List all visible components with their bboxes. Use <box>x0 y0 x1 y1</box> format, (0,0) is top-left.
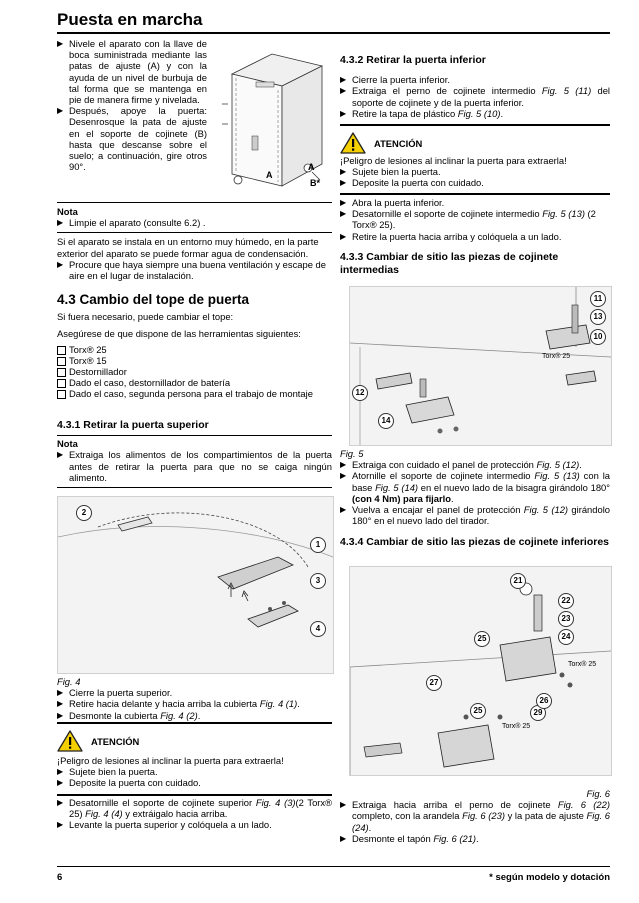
section-43-heading: 4.3 Cambio del tope de puerta <box>57 292 250 307</box>
b432-3: ▶ Retire la tapa de plástico Fig. 5 (10). <box>340 108 610 119</box>
figure-6 <box>349 566 612 776</box>
nota1-label: Nota <box>57 206 78 217</box>
label-a-left: A <box>266 170 273 180</box>
after-fig4-bullet-1: ▶ Cierre la puerta superior. <box>57 687 332 698</box>
attention-label: ATENCIÓN <box>91 736 140 747</box>
nota2-rule-bottom <box>57 487 332 488</box>
section-43-block <box>57 294 332 400</box>
attention-rule-bottom <box>57 794 332 796</box>
fig6-caption: Fig. 6 <box>586 788 610 799</box>
attention-header <box>340 132 610 154</box>
header-rule <box>57 32 610 34</box>
fig4-callout-1: 1 <box>310 537 326 553</box>
attention-bullet-1: ▶ Sujete bien la puerta. <box>340 166 610 177</box>
figure-leveling <box>212 44 330 196</box>
fig4-caption: Fig. 4 <box>57 676 81 687</box>
tool-item: Destornillador <box>57 366 332 377</box>
attention-right <box>340 124 610 195</box>
fig5-callout-12: 12 <box>352 385 368 401</box>
fig5-callout-14: 14 <box>378 413 394 429</box>
section-432-heading: 4.3.2 Retirar la puerta inferior <box>340 54 486 66</box>
checkbox-icon <box>57 346 66 355</box>
checkbox-icon <box>57 368 66 377</box>
final-left-block <box>57 797 332 831</box>
attention-label: ATENCIÓN <box>374 138 423 149</box>
p-tools: Asegúrese de que dispone de las herramientas siguientes: <box>57 328 301 340</box>
section-431-heading: 4.3.1 Retirar la puerta superior <box>57 419 209 431</box>
attention-rule-bottom <box>340 193 610 195</box>
nota1-bullet: ▶ Limpie el aparato (consulte 6.2) . <box>57 217 332 228</box>
fig6-callout-29: 29 <box>530 705 546 721</box>
humid-bullet: ▶ Procure que haya siempre una buena ventilación y escape de aire en el lugar de instalación. <box>57 259 332 281</box>
nota1-rule <box>57 202 332 203</box>
nota1-rule-bottom <box>57 232 332 233</box>
fig6-callout-25-lower: 25 <box>470 703 486 719</box>
b432-2: ▶ Extraiga el perno de cojinete intermedio Fig. 5 (11) del soporte de cojinete y de la puerta inferior. <box>340 85 610 107</box>
b433-1: ▶ Extraiga con cuidado el panel de protección Fig. 5 (12). <box>340 459 610 470</box>
attention-left <box>57 722 332 796</box>
fig6-torx-label-1: Torx® 25 <box>568 661 597 668</box>
attention-text: ¡Peligro de lesiones al inclinar la puerta para extraerla! <box>57 755 284 766</box>
p-need: Si fuera necesario, puede cambiar el tope: <box>57 311 234 323</box>
nota2-bullet: ▶ Extraiga los alimentos de los compartimientos de la puerta antes de retirar la puerta para que no se caiga ningún alimento. <box>57 449 332 483</box>
label-b: B* <box>310 178 321 188</box>
attention-text: ¡Peligro de lesiones al inclinar la puerta para extraerla! <box>340 155 567 166</box>
intro-bullet-2: ▶ Después, apoye la puerta: Desenrosque la pata de ajuste en el soporte de cojinete (B) hasta que descanse sobre el suelo; a continuación, gire otros 90°. <box>57 105 207 172</box>
warning-triangle-icon <box>340 132 366 154</box>
attention-bullet-2: ▶ Deposite la puerta con cuidado. <box>57 777 332 788</box>
fig6-callout-26: 26 <box>536 693 552 709</box>
b433-3: ▶ Vuelva a encajar el panel de protección Fig. 5 (12) girándolo 180° en el nuevo lado del tirador. <box>340 504 610 526</box>
fig5-callout-11: 11 <box>590 291 606 307</box>
checkbox-icon <box>57 379 66 388</box>
page-title: Puesta en marcha <box>57 10 203 29</box>
checkbox-icon <box>57 357 66 366</box>
attention-rule-top <box>340 124 610 126</box>
checkbox-icon <box>57 390 66 399</box>
b434-2: ▶ Desmonte el tapón Fig. 6 (21). <box>340 833 610 844</box>
fig5-callout-13: 13 <box>590 309 606 325</box>
fig6-callout-23: 23 <box>558 611 574 627</box>
b2-1: ▶ Abra la puerta inferior. <box>340 197 610 208</box>
b2-2: ▶ Desatornille el soporte de cojinete intermedio Fig. 5 (13) (2 Torx® 25). <box>340 208 610 230</box>
nota2-label: Nota <box>57 438 78 450</box>
warning-triangle-icon <box>57 730 83 752</box>
tool-item: Torx® 25 <box>57 344 332 355</box>
attention-rule-top <box>57 722 332 724</box>
page-number: 6 <box>57 872 63 883</box>
footer-rule <box>57 866 610 867</box>
fig6-callout-25-upper: 25 <box>474 631 490 647</box>
attention-bullet-1: ▶ Sujete bien la puerta. <box>57 766 332 777</box>
final-bullet-1: ▶ Desatornille el soporte de cojinete superior Fig. 4 (3)(2 Torx® 25) Fig. 4 (4) y extráigalo hacia arriba. <box>57 797 332 819</box>
fig5-caption: Fig. 5 <box>340 448 364 459</box>
attention-header <box>57 730 332 752</box>
nota2-rule <box>57 435 332 436</box>
fig4-callout-2: 2 <box>76 505 92 521</box>
fig4-callout-3: 3 <box>310 573 326 589</box>
humid-text: Si el aparato se instala en un entorno muy húmedo, en la parte exterior del aparato se puede formar agua de condensación. <box>57 236 319 259</box>
fig6-callout-21: 21 <box>510 573 526 589</box>
attention-bullet-2: ▶ Deposite la puerta con cuidado. <box>340 177 610 188</box>
tool-item: Dado el caso, segunda persona para el trabajo de montaje <box>57 388 332 399</box>
section-433-heading: 4.3.3 Cambiar de sitio las piezas de cojinete intermedias <box>340 250 559 276</box>
fig4-illustration <box>58 497 333 673</box>
fig6-callout-24: 24 <box>558 629 574 645</box>
fig5-torx-label: Torx® 25 <box>542 353 571 360</box>
figure-5 <box>349 286 612 446</box>
fig5-callout-10: 10 <box>590 329 606 345</box>
section-433-bullets <box>340 448 610 549</box>
figure-4 <box>57 496 334 674</box>
section-431-block <box>57 420 332 488</box>
fig6-torx-label-2: Torx® 25 <box>502 723 531 730</box>
label-a-right: A <box>308 162 315 172</box>
after-fig4-bullet-3: ▶ Desmonte la cubierta Fig. 4 (2). <box>57 710 332 721</box>
fig6-callout-22: 22 <box>558 593 574 609</box>
right-bullets-2 <box>340 197 610 277</box>
b433-2: ▶ Atornille el soporte de cojinete intermedio Fig. 5 (13) con la base Fig. 5 (14) en el nuevo lado de la bisagra girándolo 180° (con 4 Nm) para fijarlo. <box>340 470 610 504</box>
footer-note: * según modelo y dotación <box>489 872 610 883</box>
after-fig4-bullet-2: ▶ Retire hacia delante y hacia arriba la cubierta Fig. 4 (1). <box>57 698 332 709</box>
fig6-callout-27: 27 <box>426 675 442 691</box>
tool-item: Dado el caso, destornillador de batería <box>57 377 332 388</box>
tool-item: Torx® 15 <box>57 355 332 366</box>
final-bullet-2: ▶ Levante la puerta superior y colóquela a un lado. <box>57 819 332 830</box>
nota1-block <box>57 202 332 281</box>
intro-bullet-1: ▶ Nivele el aparato con la llave de boca suministrada mediante las patas de ajuste (A) y con la ayuda de un nivel de burbuja de tal forma que se mantenga en pie de manera firme y nivelada. <box>57 38 207 105</box>
section-432-block <box>340 55 610 119</box>
b434-1: ▶ Extraiga hacia arriba el perno de cojinete Fig. 6 (22) completo, con la arandela Fig. 6 (23) y la pata de ajuste Fig. 6 (24). <box>340 799 610 833</box>
intro-bullets <box>57 38 207 172</box>
fig4-callout-4: 4 <box>310 621 326 637</box>
after-fig4-block <box>57 676 332 721</box>
b2-3: ▶ Retire la puerta hacia arriba y colóquela a un lado. <box>340 231 610 242</box>
section-434-bullets <box>340 788 610 844</box>
section-434-heading: 4.3.4 Cambiar de sitio las piezas de cojinete inferiores <box>340 536 610 549</box>
b432-1: ▶ Cierre la puerta inferior. <box>340 74 610 85</box>
